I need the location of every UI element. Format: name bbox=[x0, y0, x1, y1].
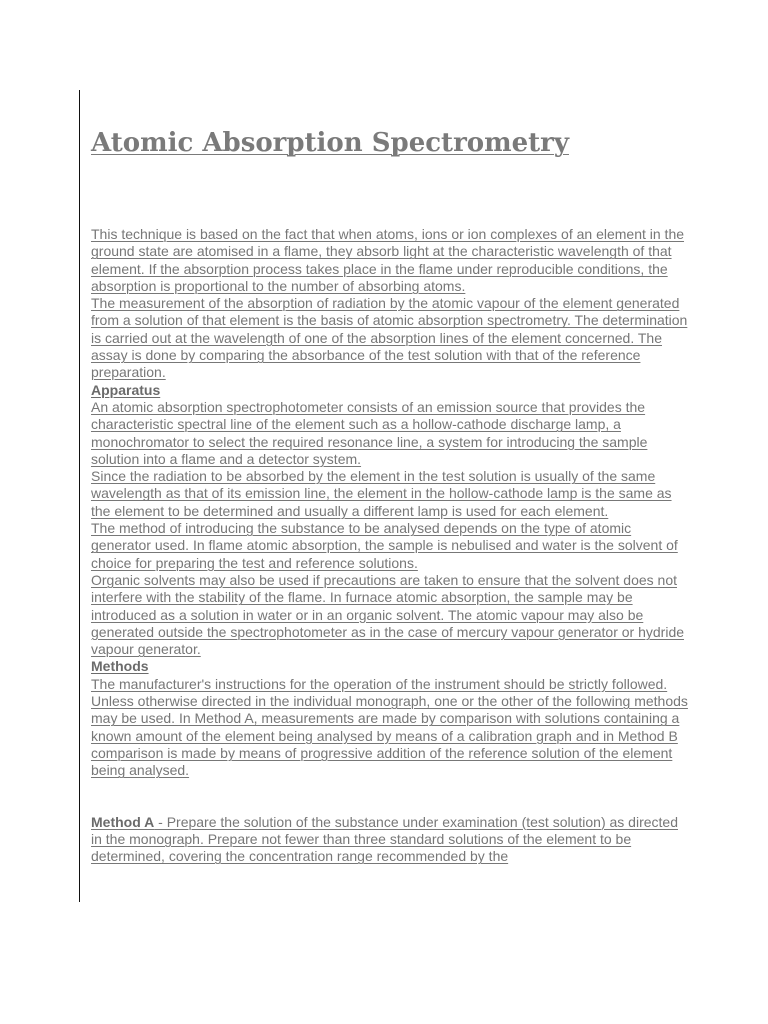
left-margin-rule bbox=[79, 90, 80, 902]
apparatus-heading: Apparatus bbox=[91, 381, 161, 398]
intro-paragraph-2: The measurement of the absorption of radiation by the atomic vapour of the element generated from a solution of that element is the basis of atomic absorption spectrometry. The determination is carried out at the wavelength of one of the absorption lines of the element concerned. The assay is done by comparing the absorbance of the test solution with that of the reference preparation. bbox=[91, 295, 688, 381]
methods-heading: Methods bbox=[91, 658, 149, 675]
intro-paragraph-1: This technique is based on the fact that when atoms, ions or ion complexes of an element in the ground state are atomised in a flame, they absorb light at the characteristic wavelength of that element. If the absorption process takes place in the flame under reproducible conditions, the absorption is proportional to the number of absorbing atoms. bbox=[91, 226, 685, 294]
methods-paragraph-1: The manufacturer's instructions for the operation of the instrument should be strictly followed. Unless otherwise directed in the individual monograph, one or the other of the following methods may be used. In Method A, measurements are made by comparison with solutions containing a known amount of the element being analysed by means of a calibration graph and in Method B comparison is made by means of progressive addition of the reference solution of the element being analysed. bbox=[91, 675, 688, 779]
apparatus-paragraph-2: Since the radiation to be absorbed by the element in the test solution is usually of the same wavelength as that of its emission line, the element in the hollow-cathode lamp is the same as the element to be determined and usually a different lamp is used for each element. bbox=[91, 468, 672, 519]
document-body bbox=[91, 226, 691, 865]
apparatus-paragraph-3: The method of introducing the substance to be analysed depends on the type of atomic generator used. In flame atomic absorption, the sample is nebulised and water is the solvent of choice for preparing the test and reference solutions. bbox=[91, 520, 678, 571]
apparatus-paragraph-1: An atomic absorption spectrophotometer consists of an emission source that provides the characteristic spectral line of the element such as a hollow-cathode discharge lamp, a monochromator to select the required resonance line, a system for introducing the sample solution into a flame and a detector system. bbox=[91, 398, 648, 467]
method-a-text: - Prepare the solution of the substance under examination (test solution) as directed in the monograph. Prepare not fewer than three standard solutions of the element to be determined, covering the concentration range recommended by the bbox=[91, 813, 678, 865]
method-a-label: Method A bbox=[91, 813, 155, 830]
paragraph-spacer bbox=[91, 780, 691, 814]
apparatus-paragraph-4: Organic solvents may also be used if precautions are taken to ensure that the solvent does not interfere with the stability of the flame. In furnace atomic absorption, the sample may be introduced as a solution in water or in an organic solvent. The atomic vapour may also be generated outside the spectrophotometer as in the case of mercury vapour generator or hydride vapour generator. bbox=[91, 571, 685, 658]
document-title: Atomic Absorption Spectrometry bbox=[91, 128, 569, 158]
method-a-paragraph bbox=[91, 814, 691, 866]
